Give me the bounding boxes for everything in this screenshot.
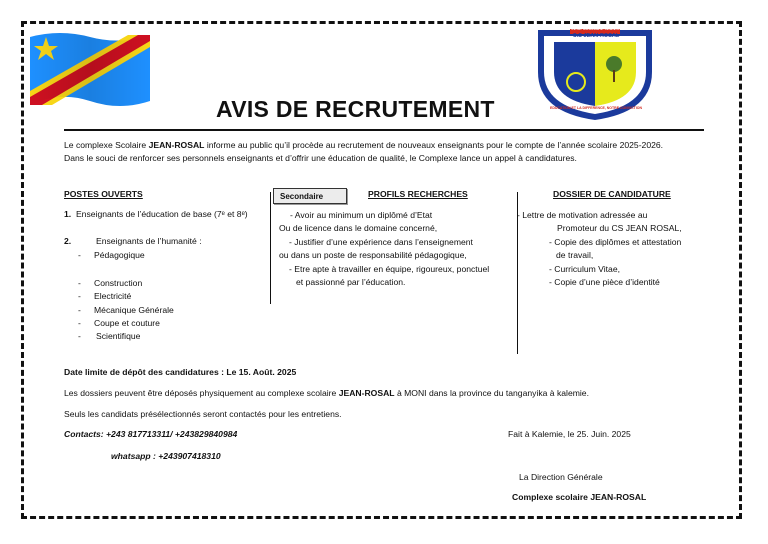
profil-line: et passionné par l’éducation. (296, 277, 406, 287)
postes-heading: POSTES OUVERTS (64, 189, 143, 199)
profil-line: - Avoir au minimum un diplômé d’Etat (290, 210, 433, 220)
column-divider-1 (270, 192, 271, 304)
subject-dash: - (78, 291, 81, 301)
subject-dash: - (78, 250, 81, 260)
whatsapp-contact: whatsapp : +243907418310 (111, 451, 221, 461)
logo-top-text: COMPLEXE SCOLAIRE JEAN-ROSAL (559, 26, 631, 31)
deposit-info: Les dossiers peuvent être déposés physiquement au complexe scolaire JEAN-ROSAL à MONI dans la province du tanganyika à kalemie. (64, 388, 589, 398)
subject-dash: - (78, 331, 81, 341)
subject-item: Coupe et couture (94, 318, 160, 328)
subject-dash: - (78, 305, 81, 315)
deadline: Date limite de dépôt des candidatures : Le 15. Août. 2025 (64, 367, 297, 377)
profils-heading: PROFILS RECHERCHES (368, 189, 468, 199)
subject-item: Pédagogique (94, 250, 145, 260)
subject-item: Mécanique Générale (94, 305, 174, 315)
intro-line-1: Le complexe Scolaire JEAN-ROSAL informe au public qu’il procède au recrutement de nouveaux enseignants pour le compte de l’année scolaire 2025-2026. (64, 140, 664, 150)
profil-line: - Justifier d’une expérience dans l’enseignement (289, 237, 473, 247)
page-title: AVIS DE RECRUTEMENT (216, 96, 495, 122)
logo-motto: EDUCATION ET LA DIFFERENCE, NOTRE CONVICTION (550, 106, 642, 110)
logo-school-name: C.S JEAN-ROSAL (572, 33, 620, 39)
contacts: Contacts: +243 817713311/ +243829840984 (64, 429, 238, 439)
dossier-line: de travail, (556, 250, 594, 260)
dossier-line: - Copie d’une pièce d’identité (549, 277, 660, 287)
subject-item: Scientifique (96, 331, 141, 341)
poste-item-2-number: 2. (64, 236, 72, 246)
place-date: Fait à Kalemie, le 25. Juin. 2025 (508, 429, 631, 439)
subject-item: Construction (94, 278, 143, 288)
signature-school: Complexe scolaire JEAN-ROSAL (512, 492, 647, 502)
subject-item: Electricité (94, 291, 132, 301)
subject-dash: - (78, 318, 81, 328)
profil-line: ou dans un poste de responsabilité pédagogique, (279, 250, 467, 260)
secondaire-button[interactable]: Secondaire (273, 188, 347, 204)
dossier-line: Promoteur du CS JEAN ROSAL, (557, 223, 682, 233)
intro-line-2: Dans le souci de renforcer ses personnels enseignants et d’offrir une éducation de qualité, le Complexe lance un appel à candidatures. (64, 153, 577, 163)
dossier-line: - Curriculum Vitae, (549, 264, 620, 274)
title-rule (64, 129, 704, 131)
poste-item-1: 1. Enseignants de l’éducation de base (7ᵉ et 8ᵉ) (64, 209, 248, 219)
profil-line: Ou de licence dans le domaine concerné, (279, 223, 438, 233)
dossier-heading: DOSSIER DE CANDIDATURE (553, 189, 671, 199)
drc-flag-image (28, 29, 152, 111)
signature-direction: La Direction Générale (519, 472, 603, 482)
dossier-line: - Lettre de motivation adressée au (517, 210, 648, 220)
profil-line: - Etre apte à travailler en équipe, rigoureux, ponctuel (289, 264, 490, 274)
subject-dash: - (78, 278, 81, 288)
selection-note: Seuls les candidats présélectionnés seront contactés pour les entretiens. (64, 409, 342, 419)
dossier-line: - Copie des diplômes et attestation (549, 237, 682, 247)
poste-item-2: Enseignants de l’humanité : (96, 236, 202, 246)
